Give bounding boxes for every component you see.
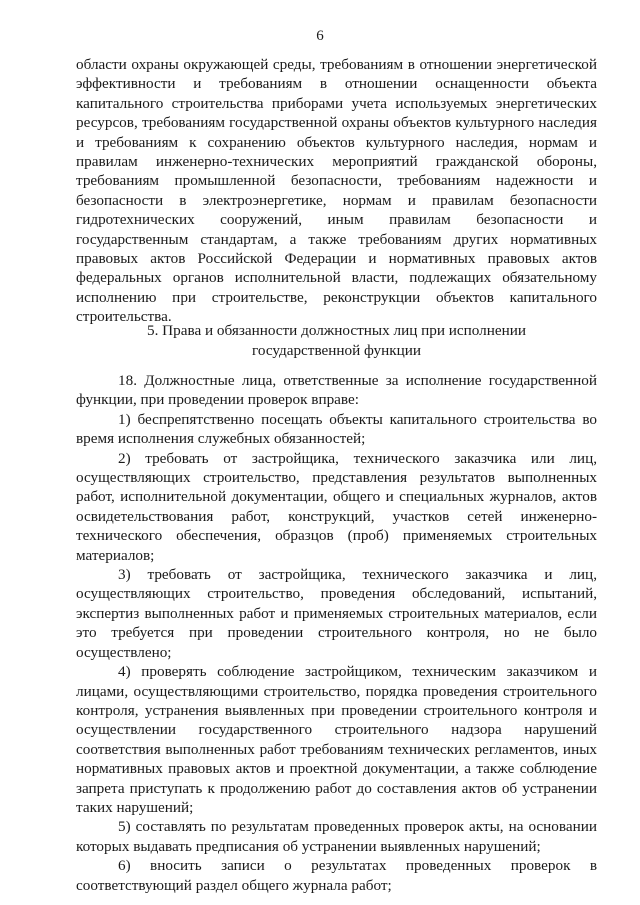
clause-18-paragraph: 18. Должностные лица, ответственные за исполнение государственной функции, при проведении проверок вправе: — [76, 372, 597, 409]
clause-item-2: 2) требовать от застройщика, технического заказчика или лиц, осуществляющих строительство, представления результатов выполненных работ, исполнительной документации, общего и специальных журналов, актов освидетельствования работ, конструкций, участков сетей инженерно-технического обеспечения, образцов (проб) применяемых строительных материалов; — [76, 449, 597, 564]
clause-item-5: 5) составлять по результатам проведенных проверок акты, на основании которых выдавать предписания об устранении выявленных нарушений; — [76, 818, 597, 855]
clause-item-3: 3) требовать от застройщика, технического заказчика и лиц, осуществляющих строительство, проведения обследований, испытаний, экспертиз выполненных работ и применяемых строительных материалов, если это требуется при проведении строительного контроля, но не было осуществлено; — [76, 566, 597, 661]
intro-paragraph: области охраны окружающей среды, требованиям в отношении энергетической эффективности и требованиям в отношении оснащенности объекта капитального строительства приборами учета используемых энергетических ресурсов, требованиям государственной охраны объектов культурного наследия и требованиям к сохранению объектов культурного наследия, нормам и правилам инженерно-технических мероприятий гражданской обороны, требованиям промышленной безопасности, требованиям надежности и безопасности в электроэнергетике, нормам и правилам безопасности гидротехнических сооружений, иным правилам безопасности и государственным стандартам, а также требованиям других нормативных правовых актов Российской Федерации и нормативных правовых актов федеральных органов исполнительной власти, подлежащих обязательному исполнению при строительстве, реконструкции объектов капитального строительства. — [76, 56, 597, 326]
clause-item-6: 6) вносить записи о результатах проведенных проверок в соответствующий раздел общего журнала работ; — [76, 857, 597, 894]
clause-item-1: 1) беспрепятственно посещать объекты капитального строительства во время исполнения служебных обязанностей; — [76, 410, 597, 448]
clause-text-block — [76, 371, 597, 895]
section-heading — [76, 321, 597, 361]
intro-text-block — [76, 55, 597, 327]
section-heading-line-1: 5. Права и обязанности должностных лиц при исполнении — [146, 322, 526, 339]
section-heading-line-2: государственной функции — [252, 342, 421, 359]
page-number: 6 — [316, 28, 324, 44]
clause-item-4: 4) проверять соблюдение застройщиком, техническим заказчиком и лицами, осуществляющими строительство, порядка проведения строительного контроля, устранения выявленных при проведении строительного контроля и осуществлении государственного строительного надзора нарушений соответствия выполненных работ требованиям технических регламентов, иных нормативных правовых актов и проектной документации, а также соблюдение запрета приступать к продолжению работ до составления актов об устранении таких нарушений; — [76, 663, 597, 816]
